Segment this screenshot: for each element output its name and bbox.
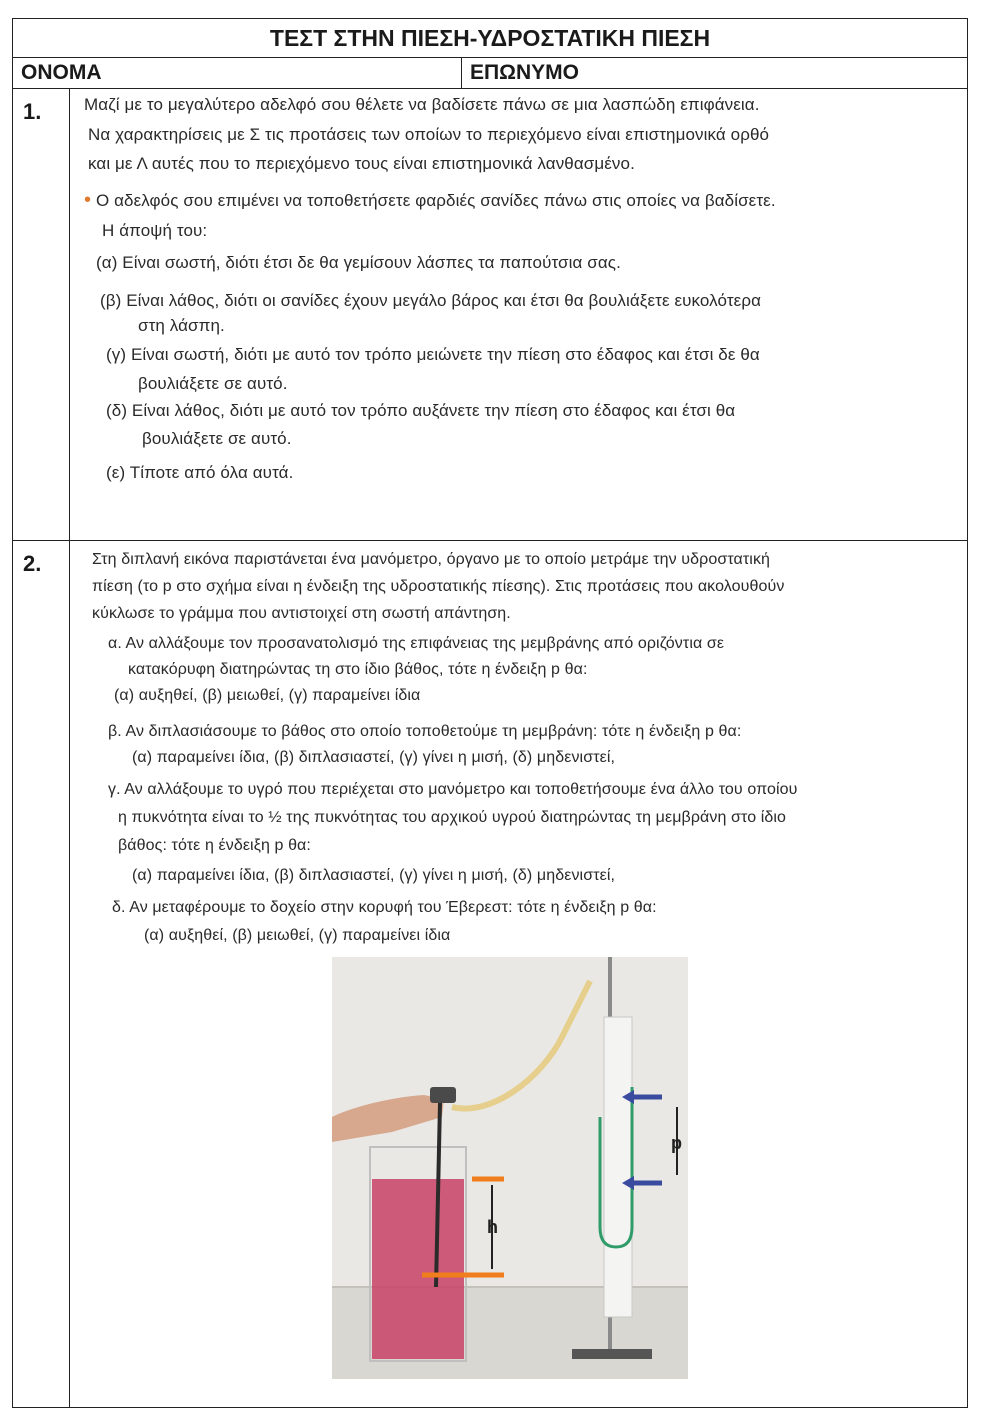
q2-item-d: δ. Αν μεταφέρουμε το δοχείο στην κορυφή του Έβερεστ: τότε η ένδειξη p θα: [112,899,657,916]
question-2-number: 2. [13,541,70,1408]
q2-intro-line: κύκλωσε το γράμμα που αντιστοιχεί στη σωστή απάντηση. [92,605,511,622]
q2-item-a-cont: κατακόρυφη διατηρώντας τη στο ίδιο βάθος, τότε η ένδειξη p θα: [128,661,588,678]
p-label: p [671,1133,682,1153]
worksheet-title: ΤΕΣΤ ΣΤΗΝ ΠΙΕΣΗ-ΥΔΡΟΣΤΑΤΙΚΗ ΠΙΕΣΗ [13,19,968,58]
h-label: h [487,1217,498,1237]
liquid [372,1179,464,1359]
manometer-photo [332,957,688,1379]
q1-intro-line: και με Λ αυτές που το περιεχόμενο τους είναι επιστημονικά λανθασμένο. [88,154,635,173]
surname-field[interactable]: ΕΠΩΝΥΜΟ [462,58,968,89]
q2-item-b-options[interactable]: (α) παραμείνει ίδια, (β) διπλασιαστεί, (γ) γίνει η μισή, (δ) μηδενιστεί, [132,749,616,766]
q2-item-a-options[interactable]: (α) αυξηθεί, (β) μειωθεί, (γ) παραμείνει ίδια [114,687,421,704]
name-field[interactable]: ΟΝΟΜΑ [13,58,462,89]
worksheet-table [12,18,968,1408]
q1-option-c[interactable]: (γ) Είναι σωστή, διότι με αυτό τον τρόπο μειώνετε την πίεση στο έδαφος και έτσι δε θα [106,345,760,364]
q2-intro-line: Στη διπλανή εικόνα παριστάνεται ένα μανόμετρο, όργανο με το οποίο μετράμε την υδροστατική [92,551,771,568]
q2-intro-line: πίεση (το p στο σχήμα είναι η ένδειξη της υδροστατικής πίεσης). Στις προτάσεις που ακολουθούν [92,578,785,595]
bullet-icon: • [84,189,92,211]
question-2 [70,541,968,1408]
q1-option-b[interactable]: (β) Είναι λάθος, διότι οι σανίδες έχουν μεγάλο βάρος και έτσι θα βουλιάξετε ευκολότερα [100,291,762,310]
q2-item-b: β. Αν διπλασιάσουμε το βάθος στο οποίο τοποθετούμε τη μεμβράνη: τότε η ένδειξη p θα: [108,723,742,740]
q1-option-d[interactable]: (δ) Είναι λάθος, διότι με αυτό τον τρόπο αυξάνετε την πίεση στο έδαφος και έτσι θα [106,401,736,420]
q2-item-c: γ. Αν αλλάξουμε το υγρό που περιέχεται στο μανόμετρο και τοποθετήσουμε ένα άλλο του οποίου [108,781,798,798]
question-1 [70,89,968,541]
scale [604,1017,632,1317]
stand-base [572,1349,652,1359]
q2-item-c-cont: η πυκνότητα είναι το ½ της πυκνότητας του αρχικού υγρού διατηρώντας τη μεμβράνη στο ίδιο [118,809,787,826]
q2-item-c-options[interactable]: (α) παραμείνει ίδια, (β) διπλασιαστεί, (γ) γίνει η μισή, (δ) μηδενιστεί, [132,867,616,884]
q1-view-label: Η άποψή του: [102,221,208,240]
q1-option-b-cont: στη λάσπη. [138,316,225,335]
q2-item-a: α. Αν αλλάξουμε τον προσανατολισμό της επιφάνειας της μεμβράνης από οριζόντια σε [108,635,725,652]
probe-clamp [430,1087,456,1103]
q1-statement [84,189,776,212]
q1-option-d-cont: βουλιάξετε σε αυτό. [142,429,292,448]
q1-option-e[interactable]: (ε) Τίποτε από όλα αυτά. [106,463,294,482]
q1-statement-text: Ο αδελφός σου επιμένει να τοποθετήσετε φαρδιές σανίδες πάνω στις οποίες να βαδίσετε. [95,191,776,210]
question-1-number: 1. [13,89,70,541]
q1-option-c-cont: βουλιάξετε σε αυτό. [138,374,288,393]
worksheet [12,18,967,1408]
q1-intro-line: Μαζί με το μεγαλύτερο αδελφό σου θέλετε να βαδίσετε πάνω σε μια λασπώδη επιφάνεια. [84,95,760,114]
q2-item-c-cont: βάθος: τότε η ένδειξη p θα: [118,837,311,854]
q1-intro-line: Να χαρακτηρίσεις με Σ τις προτάσεις των οποίων το περιεχόμενο είναι επιστημονικά ορθό [88,125,770,144]
q2-item-d-options[interactable]: (α) αυξηθεί, (β) μειωθεί, (γ) παραμείνει ίδια [144,927,451,944]
q1-option-a[interactable]: (α) Είναι σωστή, διότι έτσι δε θα γεμίσουν λάσπες τα παπούτσια σας. [96,253,621,272]
